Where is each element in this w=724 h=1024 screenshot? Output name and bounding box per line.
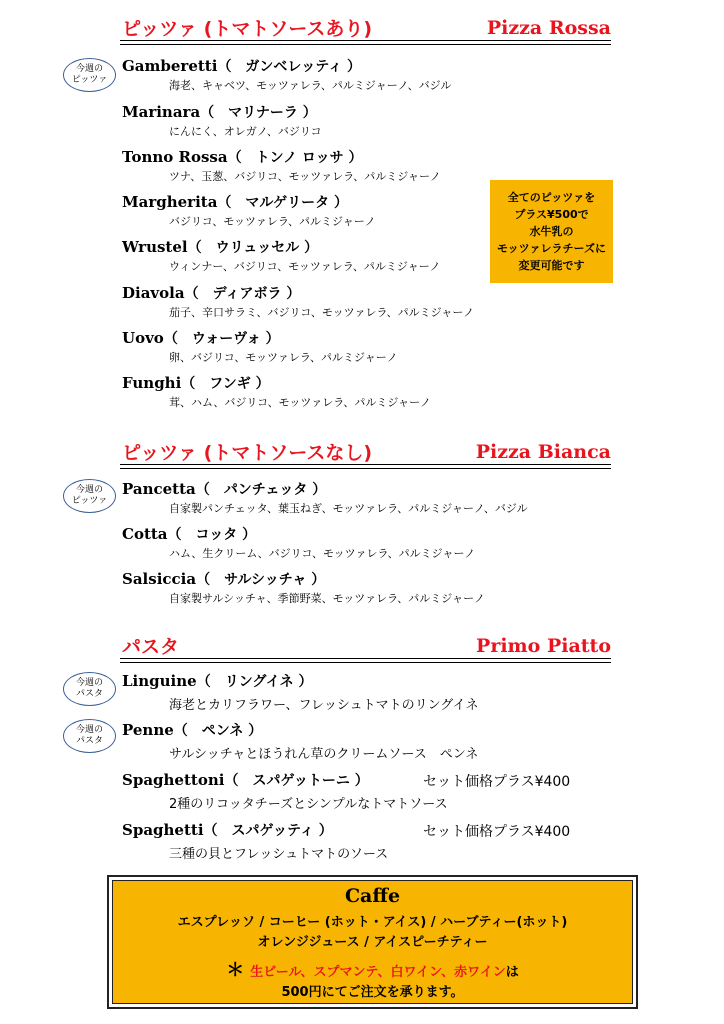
section-title-jp: ピッツァ (トマトソースあり)	[122, 18, 373, 40]
item-description: 海老とカリフラワー、フレッシュトマトのリングイネ	[169, 698, 479, 713]
badge-line: パスタ	[75, 736, 103, 746]
set-price-note: セット価格プラス¥400	[423, 824, 571, 840]
section-divider	[120, 40, 611, 45]
item-description: ハム、生クリーム、バジリコ、モッツァレラ、パルミジャーノ	[169, 547, 476, 560]
menu-item-linguine	[122, 671, 602, 713]
alcohol-list: 生ビール、スプマンテ、白ワイン、赤ワイン	[250, 965, 506, 980]
item-description: 三種の貝とフレッシュトマトのソース	[169, 847, 389, 862]
item-name: Uovo	[122, 329, 164, 347]
caffe-title: Caffe	[344, 885, 401, 907]
item-name-jp: （ ディアボラ ）	[184, 286, 301, 302]
item-description: 2種のリコッタチーズとシンプルなトマトソース	[169, 797, 448, 812]
item-name-jp: （ サルシッチャ ）	[196, 572, 326, 588]
item-name-jp: （ ガンベレッティ ）	[217, 59, 362, 75]
item-name-jp: （ リングイネ ）	[196, 674, 313, 690]
item-name: Penne	[122, 721, 174, 739]
badge-line: 今週の	[75, 485, 103, 495]
menu-item-spaghetti	[122, 820, 602, 862]
item-name: Pancetta	[122, 480, 196, 498]
badge-line: 今週の	[75, 725, 103, 735]
item-description: 茸、ハム、バジリコ、モッツァレラ、パルミジャーノ	[169, 396, 431, 409]
item-name: Tonno Rossa	[122, 148, 228, 166]
weekly-pizza-badge	[63, 479, 116, 513]
caffe-box	[107, 875, 638, 1009]
item-name: Wrustel	[122, 238, 188, 256]
item-name: Spaghettoni	[122, 771, 225, 789]
weekly-pasta-badge	[63, 719, 116, 753]
notice-line: プラス¥500で	[514, 208, 589, 221]
item-description: ツナ、玉葱、バジリコ、モッツァレラ、パルミジャーノ	[169, 170, 441, 183]
badge-line: ピッツァ	[71, 75, 108, 85]
item-description: バジリコ、モッツァレラ、パルミジャーノ	[169, 215, 376, 228]
section-header-pizza-rossa	[120, 14, 611, 40]
menu-item-penne	[122, 720, 602, 762]
weekly-pasta-badge	[63, 672, 116, 706]
item-name-jp: （ マルゲリータ ）	[217, 195, 349, 211]
section-title-en: Pizza Rossa	[486, 17, 611, 39]
item-description: 自家製サルシッチャ、季節野菜、モッツァレラ、パルミジャーノ	[169, 592, 485, 605]
section-header-pasta	[120, 632, 611, 658]
asterisk-icon: ＊	[226, 960, 245, 981]
badge-line: パスタ	[75, 689, 103, 699]
item-name-jp: （ ペンネ ）	[173, 723, 263, 739]
menu-item-funghi	[122, 373, 602, 410]
item-description: サルシッチャとほうれん草のクリームソース ペンネ	[169, 747, 479, 762]
item-name-jp: （ フンギ ）	[181, 376, 270, 392]
badge-line: 今週の	[75, 678, 103, 688]
notice-line: 水牛乳の	[529, 225, 574, 238]
alcohol-price-line: 500円にてご注文を承ります。	[281, 985, 464, 1000]
section-divider	[120, 464, 611, 469]
menu-item-salsiccia	[122, 569, 602, 606]
section-title-en: Primo Piatto	[476, 635, 611, 657]
menu-item-diavola	[122, 283, 602, 320]
item-name-jp: （ スパゲットーニ ）	[224, 773, 369, 789]
item-name-jp: （ トンノ ロッサ ）	[227, 150, 363, 166]
section-title-jp: パスタ	[122, 636, 180, 658]
menu-item-cotta	[122, 524, 602, 561]
set-price-note: セット価格プラス¥400	[423, 774, 571, 790]
item-description: 海老、キャベツ、モッツァレラ、パルミジャーノ、バジル	[169, 79, 452, 92]
item-name: Diavola	[122, 284, 185, 302]
menu-item-uovo	[122, 328, 602, 365]
item-name: Marinara	[122, 103, 201, 121]
weekly-pizza-badge	[63, 58, 116, 92]
item-description: 自家製パンチェッタ、葉玉ねぎ、モッツァレラ、パルミジャーノ、バジル	[169, 502, 528, 515]
item-name-jp: （ マリナーラ ）	[200, 105, 317, 121]
menu-item-pancetta	[122, 479, 602, 516]
item-description: 茄子、辛口サラミ、バジリコ、モッツァレラ、パルミジャーノ	[169, 306, 475, 319]
item-name: Margherita	[122, 193, 218, 211]
section-divider	[120, 658, 611, 663]
mozzarella-upgrade-notice	[490, 180, 613, 283]
section-title-en: Pizza Bianca	[475, 441, 611, 463]
section-header-pizza-bianca	[120, 438, 611, 464]
item-description: にんにく、オレガノ、バジリコ	[169, 125, 322, 138]
item-name: Spaghetti	[122, 821, 204, 839]
item-name: Linguine	[122, 672, 197, 690]
item-name-jp: （ コッタ ）	[167, 527, 257, 543]
item-name-jp: （ パンチェッタ ）	[195, 482, 327, 498]
item-description: ウィンナー、バジリコ、モッツァレラ、パルミジャーノ	[169, 260, 441, 273]
notice-line: モッツァレラチーズに	[496, 242, 606, 255]
menu-item-spaghettoni	[122, 770, 602, 812]
item-name: Funghi	[122, 374, 182, 392]
caffe-drinks-line: オレンジジュース / アイスピーチティー	[257, 935, 488, 950]
item-description: 卵、バジリコ、モッツァレラ、パルミジャーノ	[169, 351, 398, 364]
item-name-jp: （ スパゲッティ ）	[203, 823, 333, 839]
caffe-drinks-line: エスプレッソ / コーヒー (ホット・アイス) / ハーブティー(ホット)	[177, 915, 568, 930]
item-name-jp: （ ウリュッセル ）	[187, 240, 319, 256]
section-title-jp: ピッツァ (トマトソースなし)	[122, 442, 373, 464]
alcohol-note	[113, 961, 632, 983]
alcohol-suffix: は	[505, 965, 519, 980]
menu-item-gamberetti	[122, 56, 602, 93]
notice-line: 変更可能です	[518, 259, 585, 272]
caffe-inner	[112, 880, 633, 1004]
badge-line: 今週の	[75, 64, 103, 74]
badge-line: ピッツァ	[71, 496, 108, 506]
item-name: Salsiccia	[122, 570, 197, 588]
menu-item-tonno-rossa	[122, 147, 602, 184]
notice-line: 全てのピッツァを	[507, 191, 596, 204]
menu-item-marinara	[122, 102, 602, 139]
item-name-jp: （ ウォーヴォ ）	[163, 331, 280, 347]
item-name: Gamberetti	[122, 57, 218, 75]
item-name: Cotta	[122, 525, 168, 543]
